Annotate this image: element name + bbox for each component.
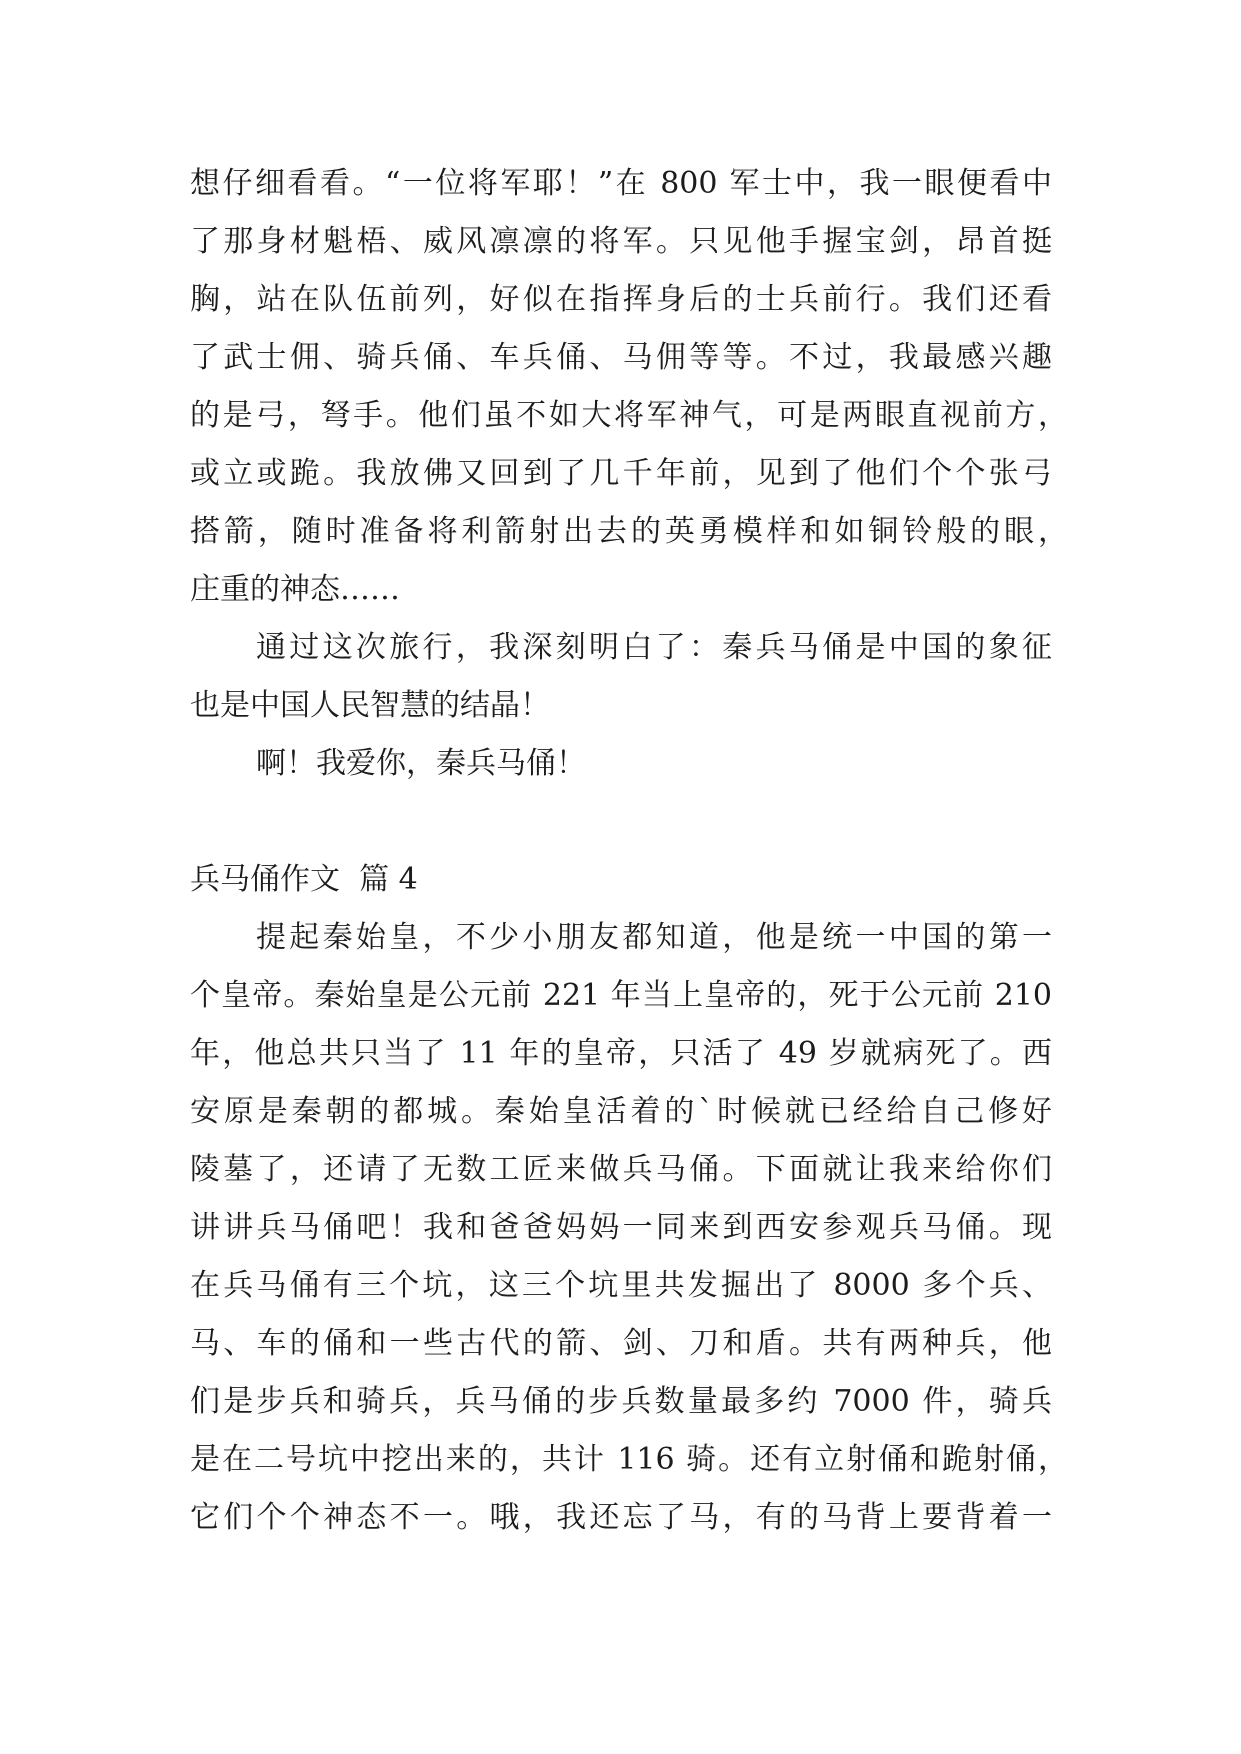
- paragraph-conclusion: [190, 619, 1052, 735]
- text-line: 们是步兵和骑兵，兵马俑的步兵数量最多约 7000 件，骑兵: [190, 1384, 1052, 1419]
- paragraph-exclamation: [190, 735, 1052, 793]
- text-line: 在兵马俑有三个坑，这三个坑里共发掘出了 8000 多个兵、: [190, 1268, 1052, 1303]
- text-line: 或立或跪。我放佛又回到了几千年前，见到了他们个个张弓: [190, 456, 1052, 491]
- text-line: 马、车的俑和一些古代的箭、剑、刀和盾。共有两种兵，他: [190, 1326, 1052, 1361]
- text-line: 年，他总共只当了 11 年的皇帝，只活了 49 岁就病死了。西: [190, 1036, 1052, 1071]
- text-line: 它们个个神态不一。哦，我还忘了马，有的马背上要背着一: [190, 1500, 1052, 1535]
- text-line: 安原是秦朝的都城。秦始皇活着的`时候就已经给自己修好: [190, 1094, 1052, 1129]
- text-line: 啊！我爱你，秦兵马俑！: [256, 746, 586, 781]
- document-body: [190, 155, 1068, 1547]
- text-line: 的是弓，弩手。他们虽不如大将军神气，可是两眼直视前方，: [190, 398, 1068, 433]
- text-line: 庄重的神态……: [190, 572, 400, 607]
- text-line: 想仔细看看。“一位将军耶！”在 800 军士中，我一眼便看中: [190, 166, 1052, 201]
- text-line: 陵墓了，还请了无数工匠来做兵马俑。下面就让我来给你们: [190, 1152, 1052, 1187]
- text-line: 提起秦始皇，不少小朋友都知道，他是统一中国的第一: [256, 920, 1052, 955]
- paragraph-continuation: [190, 155, 1068, 619]
- text-line: 个皇帝。秦始皇是公元前 221 年当上皇帝的，死于公元前 210: [190, 978, 1052, 1013]
- section-heading: 兵马俑作文 篇 4: [190, 862, 418, 897]
- paragraph-section4: [190, 909, 1068, 1547]
- text-line: 是在二号坑中挖出来的，共计 116 骑。还有立射俑和跪射俑，: [190, 1442, 1068, 1477]
- text-line: 胸，站在队伍前列，好似在指挥身后的士兵前行。我们还看: [190, 282, 1052, 317]
- text-line: 了武士佣、骑兵俑、车兵俑、马佣等等。不过，我最感兴趣: [190, 340, 1052, 375]
- text-line: 讲讲兵马俑吧！我和爸爸妈妈一同来到西安参观兵马俑。现: [190, 1210, 1052, 1245]
- text-line: 了那身材魁梧、威风凛凛的将军。只见他手握宝剑，昂首挺: [190, 224, 1052, 259]
- text-line: 通过这次旅行，我深刻明白了：秦兵马俑是中国的象征: [256, 630, 1052, 665]
- text-line: 也是中国人民智慧的结晶！: [190, 688, 550, 723]
- text-line: 搭箭，随时准备将利箭射出去的英勇模样和如铜铃般的眼，: [190, 514, 1068, 549]
